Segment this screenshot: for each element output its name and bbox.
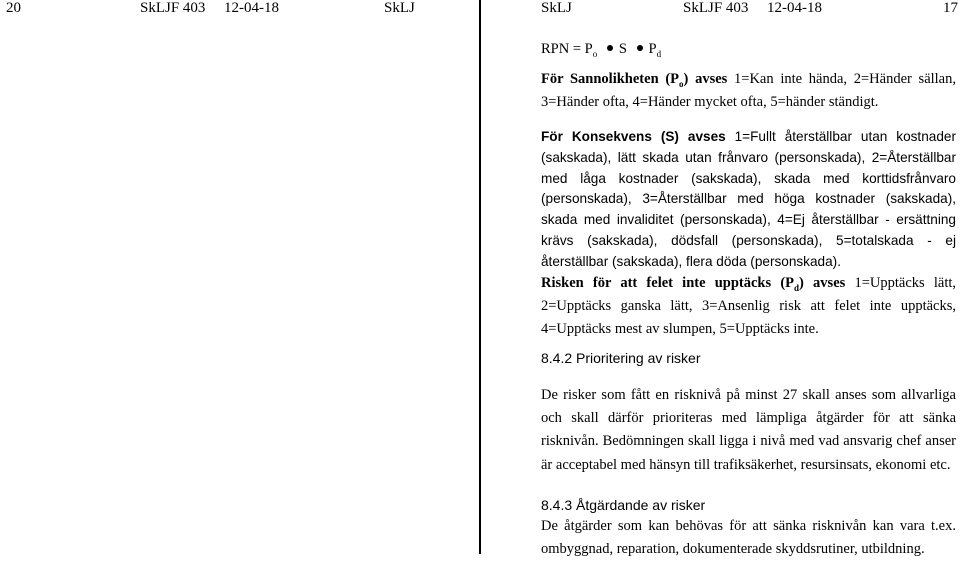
section-heading-842: 8.4.2 Prioritering av risker	[541, 350, 701, 366]
left-doc-code: SkLJF 403	[140, 0, 206, 16]
consequence-text: 1=Fullt återställbar utan kostnader (sakskada), lätt skada utan frånvaro (personskada), 2=Återställbar med låga kostnader (sakskada), skada med korttidsfrånvaro (personskada), 3=Återställbar med höga kostnader (sakskada), skada med invaliditet (personskada), 4=Ej återställbar - ersättning krävs (sakskada), dödsfall (personskada), 5=totalskada - ej återställbar (sakskada), flera döda (personskada).	[541, 129, 956, 269]
bullet-dot	[637, 45, 643, 51]
formula-sub-d: d	[656, 49, 662, 59]
formula-s: S	[618, 41, 627, 57]
detection-text: 1=Upptäcks lätt, 2=Upptäcks ganska lätt, 3=Ansenlig risk att felet inte upptäcks, 4=Upptäcks mest av slumpen, 5=Upptäcks inte.	[541, 275, 956, 338]
right-org: SkLJ	[541, 0, 572, 16]
page-divider	[479, 0, 481, 554]
left-page-number: 20	[6, 0, 21, 16]
section-heading-843: 8.4.3 Åtgärdande av risker	[541, 497, 706, 513]
consequence-paragraph	[541, 127, 956, 273]
formula-sub-o: o	[592, 49, 598, 59]
consequence-label: För Konsekvens (S) avses	[541, 129, 726, 144]
probability-paragraph	[541, 68, 956, 114]
section-843-text: De åtgärder som kan behövas för att sänka risknivån kan vara t.ex. ombyggnad, reparation, dokumenterade skyddsrutiner, utbildning.	[541, 518, 956, 558]
probability-text: 1=Kan inte hända, 2=Händer sällan, 3=Händer ofta, 4=Händer mycket ofta, 5=händer ständigt.	[541, 71, 956, 111]
detection-paragraph	[541, 272, 956, 342]
right-date: 12-04-18	[767, 0, 822, 16]
left-org: SkLJ	[384, 0, 415, 16]
probability-label: För Sannolikheten $(P_o)$ avses	[541, 71, 728, 89]
detection-label: Risken för att felet inte upptäcks $(P_d)$ avses	[541, 275, 846, 293]
right-page-number: 17	[943, 0, 958, 16]
rpn-formula	[541, 38, 956, 61]
formula-p: P	[648, 41, 657, 57]
bullet-dot	[607, 45, 613, 51]
section-842-text: De risker som fått en risknivå på minst 27 skall anses som allvarliga och skall därför prioriteras med lämpliga åtgärder för att sänka risknivån. Bedömningen skall ligga i nivå med vad ansvarig chef anser är acceptabel med hänsyn till trafiksäkerhet, resursinsats, ekonomi etc.	[541, 387, 956, 473]
right-doc-code: SkLJF 403	[683, 0, 749, 16]
formula-lhs: RPN = P	[541, 41, 593, 57]
left-date: 12-04-18	[224, 0, 279, 16]
